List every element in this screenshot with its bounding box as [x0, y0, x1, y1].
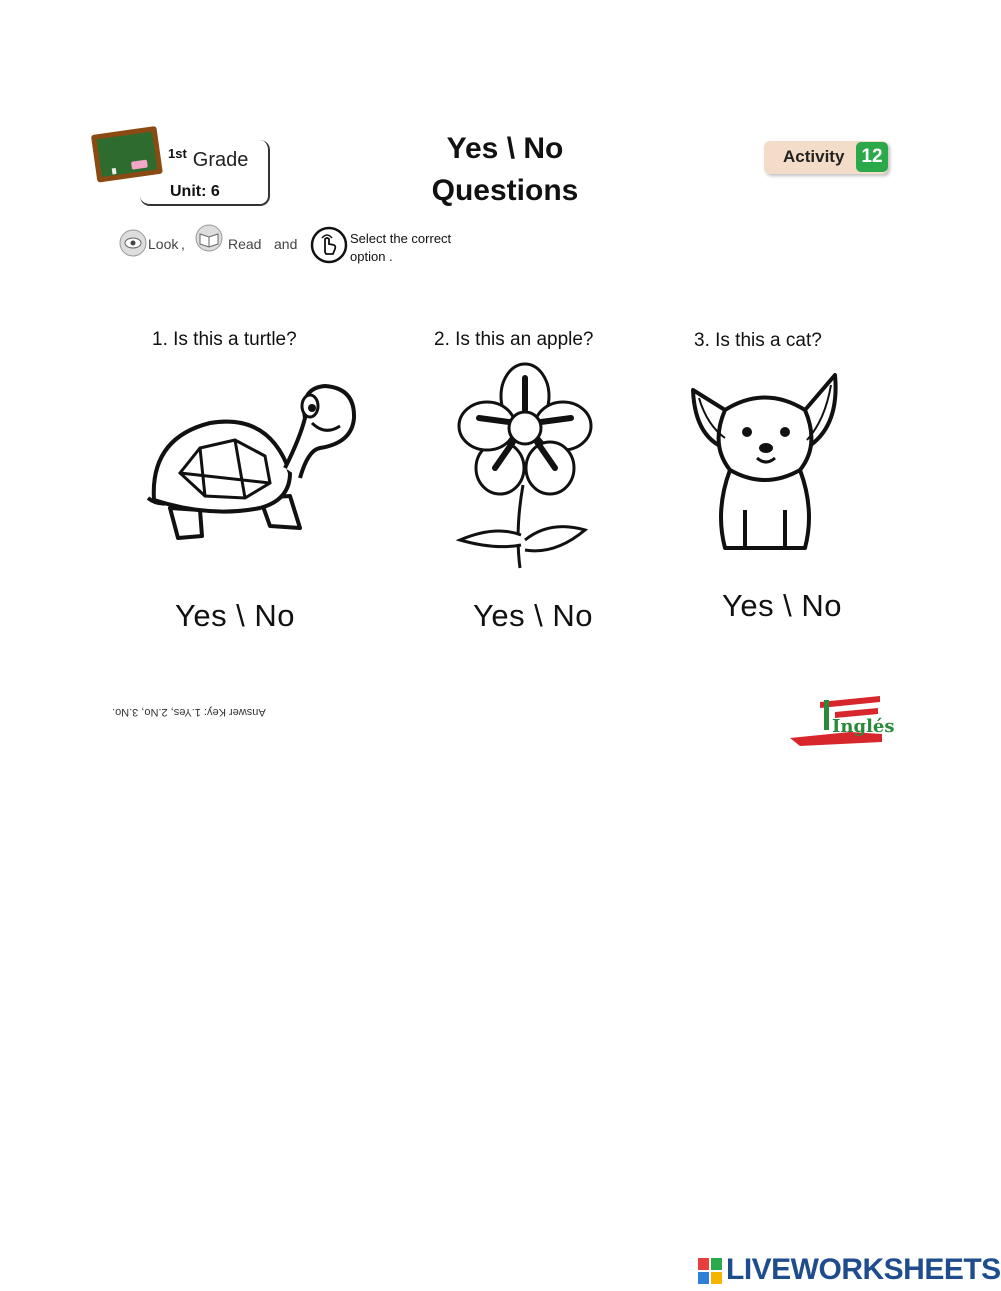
- unit-label: Unit: 6: [170, 183, 220, 200]
- question-2-prompt: 2. Is this an apple?: [434, 329, 594, 350]
- question-3-prompt: 3. Is this a cat?: [694, 330, 822, 351]
- instruction-comma: ,: [181, 236, 185, 252]
- question-1-prompt: 1. Is this a turtle?: [152, 329, 297, 350]
- grade-label: $^{1st}$ Grade: [168, 146, 249, 171]
- instruction-look: Look: [148, 236, 179, 252]
- instruction-and: and: [274, 236, 298, 252]
- activity-label: Activity: [783, 147, 845, 166]
- touch-icon: [310, 226, 348, 264]
- answer-2-yes-no[interactable]: Yes \ No: [473, 598, 594, 633]
- dog-icon: [685, 370, 845, 560]
- ingles-logo-icon: [790, 694, 895, 746]
- eye-icon: [118, 228, 148, 258]
- turtle-icon: [140, 378, 360, 548]
- activity-number: 12: [856, 142, 888, 172]
- book-icon: [194, 224, 224, 252]
- liveworksheets-brand[interactable]: LIVEWORKSHEETS: [726, 1253, 1001, 1286]
- instruction-read: Read: [228, 236, 262, 252]
- answer-key: Answer Key: 1.Yes, 2.No, 3.No.: [112, 706, 266, 718]
- svg-text:Inglés: Inglés: [832, 716, 895, 737]
- liveworksheets-logo-icon: [698, 1258, 722, 1284]
- instruction-select: Select the correct option .: [350, 231, 452, 264]
- answer-1-yes-no[interactable]: Yes \ No: [175, 598, 296, 633]
- flower-icon: [455, 360, 595, 570]
- page-title: Yes \ No Questions: [431, 132, 579, 207]
- answer-3-yes-no[interactable]: Yes \ No: [722, 588, 843, 623]
